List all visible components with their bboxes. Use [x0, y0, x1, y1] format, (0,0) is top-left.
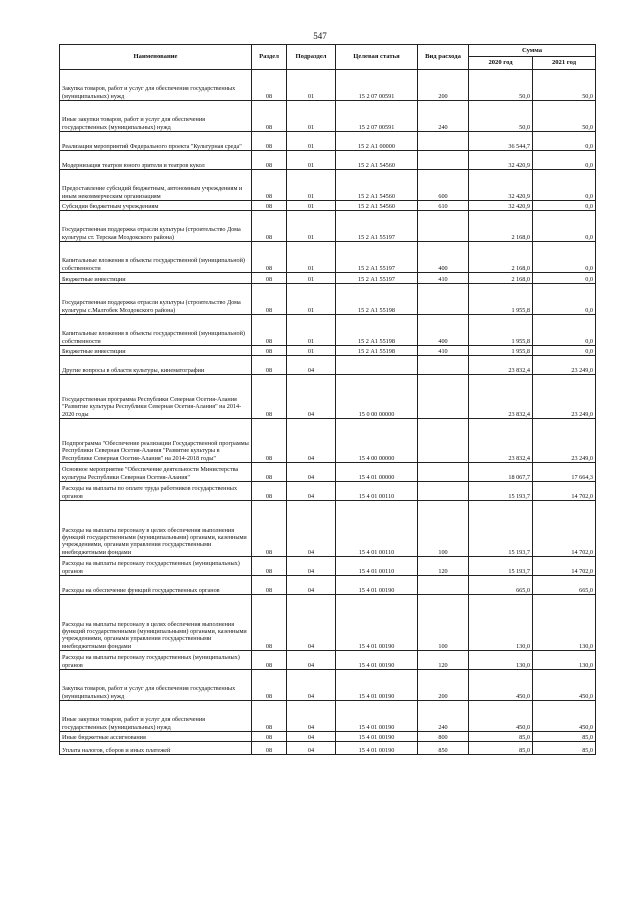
cell-name: Капитальные вложения в объекты государственной (муниципальной) собственности: [60, 315, 252, 346]
header-year-2021: 2021 год: [533, 57, 596, 70]
cell-target-item: 15 0 00 00000: [336, 375, 418, 419]
cell-expense-type: 240: [418, 701, 469, 732]
cell-2020: 23 832,4: [469, 356, 533, 375]
cell-name: Закупка товаров, работ и услуг для обеспечения государственных (муниципальных) нужд: [60, 670, 252, 701]
cell-2021: 17 664,3: [533, 463, 596, 482]
cell-name: Расходы на обеспечение функций государственных органов: [60, 576, 252, 595]
cell-name: Иные бюджетные ассигнования: [60, 732, 252, 742]
table-row: [60, 356, 596, 375]
cell-target-item: 15 4 01 00190: [336, 742, 418, 755]
cell-target-item: 15 4 01 00110: [336, 482, 418, 501]
cell-2020: 665,0: [469, 576, 533, 595]
cell-target-item: 15 4 01 00190: [336, 576, 418, 595]
table-row: [60, 701, 596, 732]
cell-name: Модернизация театров юного зрителя и театров кукол: [60, 151, 252, 170]
cell-section: 08: [252, 70, 287, 101]
cell-section: 08: [252, 151, 287, 170]
cell-expense-type: [418, 211, 469, 242]
cell-target-item: 15 2 А1 55198: [336, 346, 418, 356]
cell-2020: 15 193,7: [469, 501, 533, 557]
table-row: [60, 132, 596, 151]
cell-2021: 85,0: [533, 742, 596, 755]
cell-name: Бюджетные инвестиции: [60, 273, 252, 284]
cell-2020: 130,0: [469, 595, 533, 651]
cell-subsection: 01: [287, 315, 336, 346]
cell-expense-type: 400: [418, 315, 469, 346]
cell-section: 08: [252, 701, 287, 732]
cell-2020: 18 067,7: [469, 463, 533, 482]
table-row: [60, 595, 596, 651]
table-row: [60, 242, 596, 273]
cell-expense-type: [418, 482, 469, 501]
cell-subsection: 01: [287, 70, 336, 101]
table-row: [60, 70, 596, 101]
cell-section: 08: [252, 463, 287, 482]
table-row: [60, 501, 596, 557]
cell-2020: 2 168,0: [469, 242, 533, 273]
cell-section: 08: [252, 595, 287, 651]
cell-2020: 50,0: [469, 70, 533, 101]
cell-name: Субсидии бюджетным учреждениям: [60, 201, 252, 211]
cell-2021: 450,0: [533, 701, 596, 732]
cell-expense-type: 240: [418, 101, 469, 132]
cell-2021: 130,0: [533, 651, 596, 670]
cell-target-item: 15 4 01 00190: [336, 701, 418, 732]
cell-2020: 85,0: [469, 732, 533, 742]
cell-expense-type: 400: [418, 242, 469, 273]
cell-subsection: 01: [287, 170, 336, 201]
cell-expense-type: 120: [418, 557, 469, 576]
header-year-2020: 2020 год: [469, 57, 533, 70]
cell-section: 08: [252, 651, 287, 670]
cell-2020: 23 832,4: [469, 419, 533, 463]
cell-subsection: 01: [287, 211, 336, 242]
cell-expense-type: [418, 375, 469, 419]
cell-section: 08: [252, 557, 287, 576]
cell-2020: 23 832,4: [469, 375, 533, 419]
cell-target-item: 15 2 А1 55197: [336, 211, 418, 242]
cell-expense-type: [418, 132, 469, 151]
cell-target-item: 15 2 А1 54560: [336, 151, 418, 170]
cell-subsection: 01: [287, 132, 336, 151]
table-row: [60, 170, 596, 201]
cell-name: Расходы на выплаты персоналу в целях обеспечения выполнения функций государственными (муниципальными) органами, казенными учреждениями, органами управления государственными внебюджетными фондами: [60, 595, 252, 651]
table-row: [60, 101, 596, 132]
cell-2020: 15 193,7: [469, 482, 533, 501]
cell-target-item: 15 2 А1 55197: [336, 242, 418, 273]
cell-target-item: 15 4 01 00190: [336, 651, 418, 670]
cell-subsection: 04: [287, 419, 336, 463]
table-row: [60, 211, 596, 242]
cell-2021: 0,0: [533, 284, 596, 315]
cell-section: 08: [252, 346, 287, 356]
header-sum: Сумма: [469, 45, 596, 57]
cell-expense-type: 800: [418, 732, 469, 742]
cell-2020: 15 193,7: [469, 557, 533, 576]
header-target-item: Целевая статья: [336, 45, 418, 70]
cell-subsection: 04: [287, 463, 336, 482]
cell-2021: 0,0: [533, 273, 596, 284]
cell-section: 08: [252, 732, 287, 742]
table-row: [60, 284, 596, 315]
page-number: 547: [313, 31, 327, 41]
cell-2021: 50,0: [533, 70, 596, 101]
cell-name: Расходы на выплаты персоналу в целях обеспечения выполнения функций государственными (муниципальными) органами, казенными учреждениями, органами управления государственными внебюджетными фондами: [60, 501, 252, 557]
cell-2020: 32 420,9: [469, 170, 533, 201]
cell-section: 08: [252, 501, 287, 557]
cell-subsection: 04: [287, 732, 336, 742]
cell-2020: 36 544,7: [469, 132, 533, 151]
cell-subsection: 04: [287, 742, 336, 755]
table-body: [60, 70, 596, 755]
cell-subsection: 01: [287, 284, 336, 315]
cell-subsection: 04: [287, 651, 336, 670]
cell-section: 08: [252, 284, 287, 315]
table-row: [60, 419, 596, 463]
cell-name: Закупка товаров, работ и услуг для обеспечения государственных (муниципальных) нужд: [60, 70, 252, 101]
cell-target-item: 15 4 01 00110: [336, 557, 418, 576]
cell-2021: 0,0: [533, 201, 596, 211]
table-row: [60, 670, 596, 701]
cell-2021: 0,0: [533, 151, 596, 170]
cell-expense-type: 120: [418, 651, 469, 670]
cell-section: 08: [252, 356, 287, 375]
cell-expense-type: 200: [418, 670, 469, 701]
cell-expense-type: 410: [418, 346, 469, 356]
header-expense-type: Вид расхода: [418, 45, 469, 70]
cell-section: 08: [252, 211, 287, 242]
cell-section: 08: [252, 576, 287, 595]
cell-expense-type: [418, 151, 469, 170]
cell-2020: 130,0: [469, 651, 533, 670]
cell-2020: 32 420,9: [469, 201, 533, 211]
table-row: [60, 732, 596, 742]
cell-section: 08: [252, 742, 287, 755]
table-row: [60, 463, 596, 482]
cell-subsection: 04: [287, 701, 336, 732]
table-row: [60, 315, 596, 346]
cell-2021: 14 702,0: [533, 482, 596, 501]
table-row: [60, 375, 596, 419]
cell-expense-type: [418, 419, 469, 463]
cell-subsection: 01: [287, 273, 336, 284]
cell-2020: 2 168,0: [469, 211, 533, 242]
cell-2020: 1 955,8: [469, 346, 533, 356]
budget-table: [59, 44, 596, 755]
cell-expense-type: [418, 356, 469, 375]
cell-2021: 665,0: [533, 576, 596, 595]
cell-name: Подпрограмма "Обеспечение реализации Государственной программы Республики Северная Осетия-Алания "Развитие культуры в Республике Северная Осетия-Алания" на 2014-2018 годы": [60, 419, 252, 463]
cell-expense-type: 200: [418, 70, 469, 101]
header-section: Раздел: [252, 45, 287, 70]
cell-name: Расходы на выплаты персоналу государственных (муниципальных) органов: [60, 651, 252, 670]
cell-target-item: 15 2 А1 55198: [336, 315, 418, 346]
cell-2021: 23 249,0: [533, 356, 596, 375]
cell-2021: 23 249,0: [533, 375, 596, 419]
cell-subsection: 01: [287, 346, 336, 356]
cell-target-item: 15 4 01 00110: [336, 501, 418, 557]
cell-2021: 450,0: [533, 670, 596, 701]
cell-target-item: 15 2 А1 00000: [336, 132, 418, 151]
cell-target-item: 15 2 07 00591: [336, 70, 418, 101]
cell-2020: 1 955,8: [469, 315, 533, 346]
cell-2020: 32 420,9: [469, 151, 533, 170]
cell-section: 08: [252, 670, 287, 701]
cell-name: Государственная программа Республики Северная Осетия-Алания "Развитие культуры Республики Северная Осетия-Алания" на 2014-2020 годы: [60, 375, 252, 419]
table-row: [60, 482, 596, 501]
cell-2021: 0,0: [533, 315, 596, 346]
cell-expense-type: 100: [418, 501, 469, 557]
cell-name: Государственная поддержка отрасли культуры (строительство Дома культуры с.Малгобек Моздокского района): [60, 284, 252, 315]
cell-section: 08: [252, 201, 287, 211]
table-row: [60, 151, 596, 170]
cell-subsection: 04: [287, 356, 336, 375]
cell-2021: 14 702,0: [533, 501, 596, 557]
cell-target-item: 15 2 А1 55198: [336, 284, 418, 315]
cell-subsection: 01: [287, 201, 336, 211]
cell-target-item: 15 4 01 00190: [336, 595, 418, 651]
cell-subsection: 01: [287, 151, 336, 170]
cell-name: Расходы на выплаты персоналу государственных (муниципальных) органов: [60, 557, 252, 576]
cell-name: Иные закупки товаров, работ и услуг для обеспечения государственных (муниципальных) нужд: [60, 101, 252, 132]
cell-expense-type: [418, 463, 469, 482]
cell-section: 08: [252, 482, 287, 501]
cell-section: 08: [252, 273, 287, 284]
cell-name: Уплата налогов, сборов и иных платежей: [60, 742, 252, 755]
cell-section: 08: [252, 132, 287, 151]
cell-2021: 14 702,0: [533, 557, 596, 576]
cell-section: 08: [252, 170, 287, 201]
cell-subsection: 04: [287, 595, 336, 651]
cell-expense-type: [418, 284, 469, 315]
header-name: Наименование: [60, 45, 252, 70]
cell-2020: 450,0: [469, 701, 533, 732]
cell-section: 08: [252, 419, 287, 463]
cell-2021: 23 249,0: [533, 419, 596, 463]
cell-target-item: 15 2 А1 54560: [336, 201, 418, 211]
cell-2020: 2 168,0: [469, 273, 533, 284]
cell-section: 08: [252, 242, 287, 273]
cell-subsection: 01: [287, 242, 336, 273]
cell-subsection: 04: [287, 501, 336, 557]
table-row: [60, 576, 596, 595]
cell-name: Предоставление субсидий бюджетным, автономным учреждениям и иным некоммерческим организациям: [60, 170, 252, 201]
cell-2021: 85,0: [533, 732, 596, 742]
cell-target-item: 15 2 А1 55197: [336, 273, 418, 284]
cell-2021: 0,0: [533, 132, 596, 151]
cell-subsection: 04: [287, 557, 336, 576]
cell-section: 08: [252, 101, 287, 132]
cell-subsection: 04: [287, 482, 336, 501]
table-row: [60, 742, 596, 755]
cell-target-item: 15 4 00 00000: [336, 419, 418, 463]
cell-name: Реализация мероприятий Федерального проекта "Культурная среда": [60, 132, 252, 151]
cell-expense-type: 600: [418, 170, 469, 201]
cell-name: Основное мероприятие "Обеспечение деятельности Министерства культуры Республики Северная Осетия-Алания": [60, 463, 252, 482]
cell-name: Расходы на выплаты по оплате труда работников государственных органов: [60, 482, 252, 501]
cell-2021: 130,0: [533, 595, 596, 651]
table-row: [60, 557, 596, 576]
cell-2020: 85,0: [469, 742, 533, 755]
cell-target-item: 15 2 07 00591: [336, 101, 418, 132]
cell-subsection: 04: [287, 576, 336, 595]
cell-target-item: 15 4 01 00000: [336, 463, 418, 482]
cell-name: Другие вопросы в области культуры, кинематографии: [60, 356, 252, 375]
cell-target-item: 15 4 01 00190: [336, 670, 418, 701]
table-row: [60, 273, 596, 284]
cell-subsection: 04: [287, 670, 336, 701]
table-row: [60, 651, 596, 670]
cell-expense-type: 100: [418, 595, 469, 651]
cell-section: 08: [252, 315, 287, 346]
cell-name: Государственная поддержка отрасли культуры (строительство Дома культуры ст. Терская Моздокского района): [60, 211, 252, 242]
cell-subsection: 01: [287, 101, 336, 132]
cell-target-item: 15 2 А1 54560: [336, 170, 418, 201]
cell-2021: 0,0: [533, 242, 596, 273]
cell-name: Иные закупки товаров, работ и услуг для обеспечения государственных (муниципальных) нужд: [60, 701, 252, 732]
cell-target-item: [336, 356, 418, 375]
cell-2020: 50,0: [469, 101, 533, 132]
cell-section: 08: [252, 375, 287, 419]
cell-subsection: 04: [287, 375, 336, 419]
cell-2021: 0,0: [533, 211, 596, 242]
cell-2021: 0,0: [533, 170, 596, 201]
header-subsection: Подраздел: [287, 45, 336, 70]
cell-expense-type: 850: [418, 742, 469, 755]
cell-target-item: 15 4 01 00190: [336, 732, 418, 742]
cell-2021: 50,0: [533, 101, 596, 132]
cell-2020: 450,0: [469, 670, 533, 701]
table-row: [60, 346, 596, 356]
cell-name: Бюджетные инвестиции: [60, 346, 252, 356]
cell-2021: 0,0: [533, 346, 596, 356]
cell-expense-type: 610: [418, 201, 469, 211]
cell-expense-type: 410: [418, 273, 469, 284]
table-row: [60, 201, 596, 211]
cell-2020: 1 955,8: [469, 284, 533, 315]
cell-expense-type: [418, 576, 469, 595]
cell-name: Капитальные вложения в объекты государственной (муниципальной) собственности: [60, 242, 252, 273]
